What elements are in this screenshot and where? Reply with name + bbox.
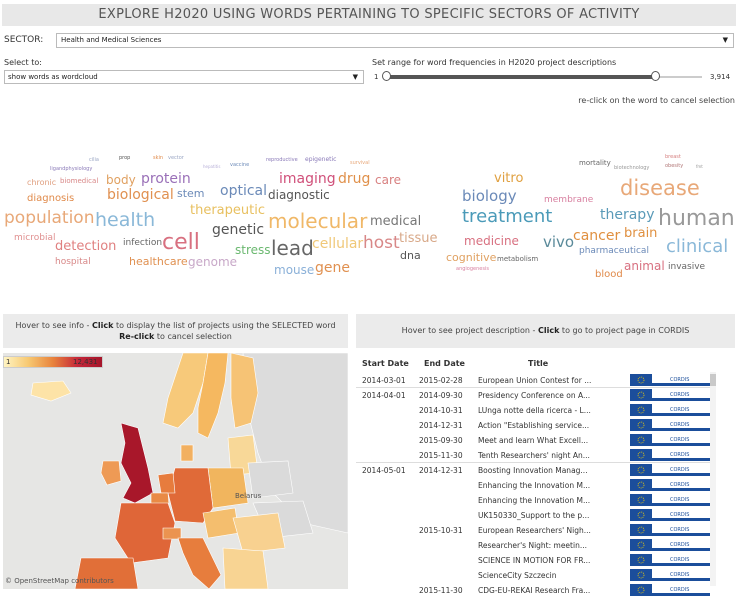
map-label-belarus: Belarus <box>235 492 262 500</box>
cordis-logo-icon[interactable] <box>630 524 710 536</box>
table-row[interactable] <box>356 478 714 493</box>
title-cell: Meet and learn What Excell... <box>478 436 589 445</box>
title-cell: Researcher's Night: meetin... <box>478 541 587 550</box>
map-panel-header <box>3 314 348 348</box>
word-epigenetic[interactable]: epigenetic <box>305 156 337 163</box>
word-host[interactable]: host <box>363 233 400 253</box>
end-date-cell: 2015-09-30 <box>419 436 463 445</box>
table-row[interactable] <box>356 418 714 433</box>
table-scrollbar[interactable] <box>710 372 716 586</box>
word-cloud <box>0 150 738 290</box>
cordis-logo-icon[interactable] <box>630 389 710 401</box>
word-mouse[interactable]: mouse <box>274 263 315 277</box>
table-row[interactable] <box>356 448 714 463</box>
word-chronic[interactable]: chronic <box>27 178 57 187</box>
chevron-down-icon: ▼ <box>352 73 358 81</box>
word-optical[interactable]: optical <box>220 183 267 199</box>
word-survival[interactable]: survival <box>350 160 370 166</box>
table-row[interactable] <box>356 388 714 403</box>
svg-text:CORDIS: CORDIS <box>670 542 690 548</box>
table-row[interactable] <box>356 463 714 478</box>
svg-text:CORDIS: CORDIS <box>670 557 690 563</box>
word-molecular[interactable]: molecular <box>268 209 368 233</box>
table-header-text-2: to go to project page in CORDIS <box>559 326 690 335</box>
europe-map[interactable] <box>3 353 348 589</box>
reclick-note: re-click on the word to cancel selection <box>578 96 735 105</box>
title-cell: Tenth Researchers' night An... <box>478 451 590 460</box>
title-cell: UK150330_Support to the p... <box>478 511 590 520</box>
range-max-value: 3,914 <box>710 73 731 81</box>
word-human[interactable]: human <box>658 206 735 231</box>
cordis-logo-icon[interactable] <box>630 419 710 431</box>
word-biology[interactable]: biology <box>462 187 517 205</box>
end-date-cell: 2015-11-30 <box>419 586 463 595</box>
table-row[interactable] <box>356 568 714 583</box>
map-attribution[interactable]: © OpenStreetMap contributors <box>5 577 114 585</box>
projects-table <box>356 353 735 595</box>
col-title[interactable]: Title <box>528 359 549 368</box>
cordis-logo-icon[interactable] <box>630 464 710 476</box>
word-cilia[interactable]: cilia <box>89 157 99 163</box>
svg-text:CORDIS: CORDIS <box>670 527 690 533</box>
table-header-text-1: Hover to see project description - <box>401 326 538 335</box>
word-stress[interactable]: stress <box>235 243 271 257</box>
svg-text:CORDIS: CORDIS <box>670 437 690 443</box>
select-to-value: show words as wordcloud <box>8 73 98 81</box>
map-netherlands <box>158 473 175 493</box>
cordis-logo-icon[interactable] <box>630 539 710 551</box>
cordis-logo-icon[interactable] <box>630 404 710 416</box>
word-disease[interactable]: disease <box>620 176 700 200</box>
word-drug[interactable]: drug <box>338 171 371 187</box>
start-date-cell: 2014-03-01 <box>362 376 406 385</box>
word-gene[interactable]: gene <box>315 260 350 276</box>
word-clinical[interactable]: clinical <box>666 236 729 257</box>
title-cell: Presidency Conference on A... <box>478 391 591 400</box>
svg-text:CORDIS: CORDIS <box>670 512 690 518</box>
word-vector[interactable]: vector <box>168 155 184 161</box>
word-cell[interactable]: cell <box>162 230 200 255</box>
title-cell: ScienceCity Szczecin <box>478 571 557 580</box>
word-prop[interactable]: prop <box>119 155 131 161</box>
table-row[interactable] <box>356 538 714 553</box>
word-obesity[interactable]: obesity <box>665 163 684 169</box>
word-infection[interactable]: infection <box>123 238 163 248</box>
cordis-logo-icon[interactable] <box>630 449 710 461</box>
word-blood[interactable]: blood <box>595 269 623 280</box>
legend-max: 12,431 <box>73 358 98 366</box>
page-title: EXPLORE H2020 USING WORDS PERTAINING TO SPECIFIC SECTORS OF ACTIVITY <box>2 4 736 26</box>
chevron-down-icon: ▼ <box>722 36 728 44</box>
title-cell: SCIENCE IN MOTION FOR FR... <box>478 556 591 565</box>
title-cell: European Union Contest for ... <box>478 376 592 385</box>
sector-dropdown[interactable] <box>56 33 734 48</box>
word-therapy[interactable]: therapy <box>600 207 655 223</box>
word-care[interactable]: care <box>375 173 402 187</box>
cordis-logo-icon[interactable] <box>630 494 710 506</box>
word-angiogenesis[interactable]: angiogenesis <box>456 266 489 272</box>
map-header-click: Click <box>91 321 114 330</box>
table-row[interactable] <box>356 433 714 448</box>
title-cell: Enhancing the Innovation M... <box>478 496 591 505</box>
legend-min: 1 <box>6 358 11 366</box>
word-vaccine[interactable]: vaccine <box>230 162 250 168</box>
title-cell: LUnga notte della ricerca - L... <box>478 406 591 415</box>
word-treatment[interactable]: treatment <box>462 206 553 227</box>
word-biological[interactable]: biological <box>107 187 174 203</box>
table-row[interactable] <box>356 553 714 568</box>
range-slider-low-handle[interactable] <box>382 71 391 81</box>
table-panel-header <box>356 314 735 348</box>
table-row[interactable] <box>356 523 714 538</box>
svg-text:CORDIS: CORDIS <box>670 497 690 503</box>
word-health[interactable]: health <box>95 209 156 231</box>
word-dna[interactable]: dna <box>400 249 421 262</box>
word-breast[interactable]: breast <box>665 154 681 160</box>
end-date-cell: 2014-12-31 <box>419 421 463 430</box>
svg-text:CORDIS: CORDIS <box>670 482 690 488</box>
word-genome[interactable]: genome <box>188 255 238 269</box>
word-diagnostic[interactable]: diagnostic <box>268 188 330 202</box>
table-row[interactable] <box>356 583 714 598</box>
cordis-logo-icon[interactable] <box>630 569 710 581</box>
word-stem[interactable]: stem <box>177 187 205 200</box>
word-diagnosis[interactable]: diagnosis <box>27 193 75 204</box>
word-protein[interactable]: protein <box>141 171 191 187</box>
word-medical[interactable]: medical <box>370 214 422 229</box>
sector-value: Health and Medical Sciences <box>61 36 162 44</box>
title-cell: Boosting Innovation Manag... <box>478 466 588 475</box>
cordis-logo-icon[interactable] <box>630 374 710 386</box>
word-membrane[interactable]: membrane <box>544 195 594 205</box>
title-cell: CDG-EU-REKAI Research Fra... <box>478 586 591 595</box>
map-header-text-2: to display the list of projects using the SELECTED word <box>113 321 336 330</box>
word-cellular[interactable]: cellular <box>312 236 364 252</box>
word-pharmaceutical[interactable]: pharmaceutical <box>579 246 649 256</box>
word-animal[interactable]: animal <box>624 259 665 273</box>
range-label: Set range for word frequencies in H2020 project descriptions <box>372 58 617 67</box>
map-header-reclick: Re-click <box>119 332 155 341</box>
table-row[interactable] <box>356 508 714 523</box>
word-brain[interactable]: brain <box>624 226 658 241</box>
map-austria-czech <box>203 508 239 538</box>
end-date-cell: 2015-02-28 <box>419 376 463 385</box>
map-header-text-3: to cancel selection <box>154 332 232 341</box>
range-min-value: 1 <box>374 73 379 81</box>
word-vitro[interactable]: vitro <box>494 171 524 186</box>
col-start-date[interactable]: Start Date <box>362 359 409 368</box>
svg-text:CORDIS: CORDIS <box>670 467 690 473</box>
svg-text:CORDIS: CORDIS <box>670 377 690 383</box>
word-body[interactable]: body <box>106 173 136 187</box>
word-cognitive[interactable]: cognitive <box>446 251 497 264</box>
cordis-logo-icon[interactable] <box>630 584 710 596</box>
select-to-dropdown[interactable] <box>4 70 364 84</box>
end-date-cell: 2014-09-30 <box>419 391 463 400</box>
cordis-logo-icon[interactable] <box>630 479 710 491</box>
table-row[interactable] <box>356 373 714 388</box>
word-lead[interactable]: lead <box>271 236 314 260</box>
range-slider-fill <box>386 75 655 79</box>
word-cancer[interactable]: cancer <box>573 228 621 244</box>
word-biotechnology[interactable]: biotechnology <box>614 165 650 171</box>
word-imaging[interactable]: imaging <box>279 171 336 187</box>
map-svg <box>3 353 348 589</box>
range-slider-high-handle[interactable] <box>651 71 660 81</box>
word-ligandphysiology[interactable]: ligandphysiology <box>50 166 93 172</box>
end-date-cell: 2014-10-31 <box>419 406 463 415</box>
map-balkans <box>223 548 268 589</box>
word-skin[interactable]: skin <box>153 155 164 161</box>
end-date-cell: 2015-11-30 <box>419 451 463 460</box>
table-header-click: Click <box>537 326 560 335</box>
table-row[interactable] <box>356 403 714 418</box>
end-date-cell: 2015-10-31 <box>419 526 463 535</box>
word-hospital[interactable]: hospital <box>55 257 91 267</box>
table-scrollbar-thumb[interactable] <box>710 374 716 386</box>
table-row[interactable] <box>356 493 714 508</box>
word-metabolism[interactable]: metabolism <box>497 255 539 263</box>
svg-text:CORDIS: CORDIS <box>670 407 690 413</box>
word-reproductive[interactable]: reproductive <box>266 157 298 163</box>
select-to-label: Select to: <box>4 58 42 67</box>
word-hepatitis[interactable]: hepatitis <box>203 164 221 169</box>
word-vivo[interactable]: vivo <box>543 233 575 251</box>
cordis-logo-icon[interactable] <box>630 434 710 446</box>
end-date-cell: 2014-12-31 <box>419 466 463 475</box>
cordis-logo-icon[interactable] <box>630 554 710 566</box>
sector-label: SECTOR: <box>4 35 44 45</box>
svg-text:CORDIS: CORDIS <box>670 587 690 593</box>
word-microbial[interactable]: microbial <box>14 233 56 243</box>
word-healthcare[interactable]: healthcare <box>129 255 188 268</box>
word-genetic[interactable]: genetic <box>212 222 265 238</box>
start-date-cell: 2014-04-01 <box>362 391 406 400</box>
word-fmt[interactable]: fmt <box>696 164 703 169</box>
title-cell: Action "Establishing service... <box>478 421 590 430</box>
word-population[interactable]: population <box>4 208 95 228</box>
svg-text:CORDIS: CORDIS <box>670 422 690 428</box>
word-biomedical[interactable]: biomedical <box>60 177 99 185</box>
word-medicine[interactable]: medicine <box>464 234 519 248</box>
svg-text:CORDIS: CORDIS <box>670 572 690 578</box>
cordis-logo-icon[interactable] <box>630 509 710 521</box>
word-therapeutic[interactable]: therapeutic <box>190 203 265 218</box>
title-cell: Enhancing the Innovation M... <box>478 481 591 490</box>
map-switzerland <box>163 528 181 539</box>
word-detection[interactable]: detection <box>55 239 117 254</box>
map-denmark <box>181 445 193 461</box>
map-poland <box>208 468 248 508</box>
word-invasive[interactable]: invasive <box>668 262 706 272</box>
word-tissue[interactable]: tissue <box>399 231 438 246</box>
svg-text:CORDIS: CORDIS <box>670 452 690 458</box>
map-header-text-1: Hover to see info - <box>15 321 92 330</box>
col-end-date[interactable]: End Date <box>424 359 465 368</box>
start-date-cell: 2014-05-01 <box>362 466 406 475</box>
svg-text:CORDIS: CORDIS <box>670 392 690 398</box>
title-cell: European Researchers' Nigh... <box>478 526 591 535</box>
word-mortality[interactable]: mortality <box>579 159 611 167</box>
